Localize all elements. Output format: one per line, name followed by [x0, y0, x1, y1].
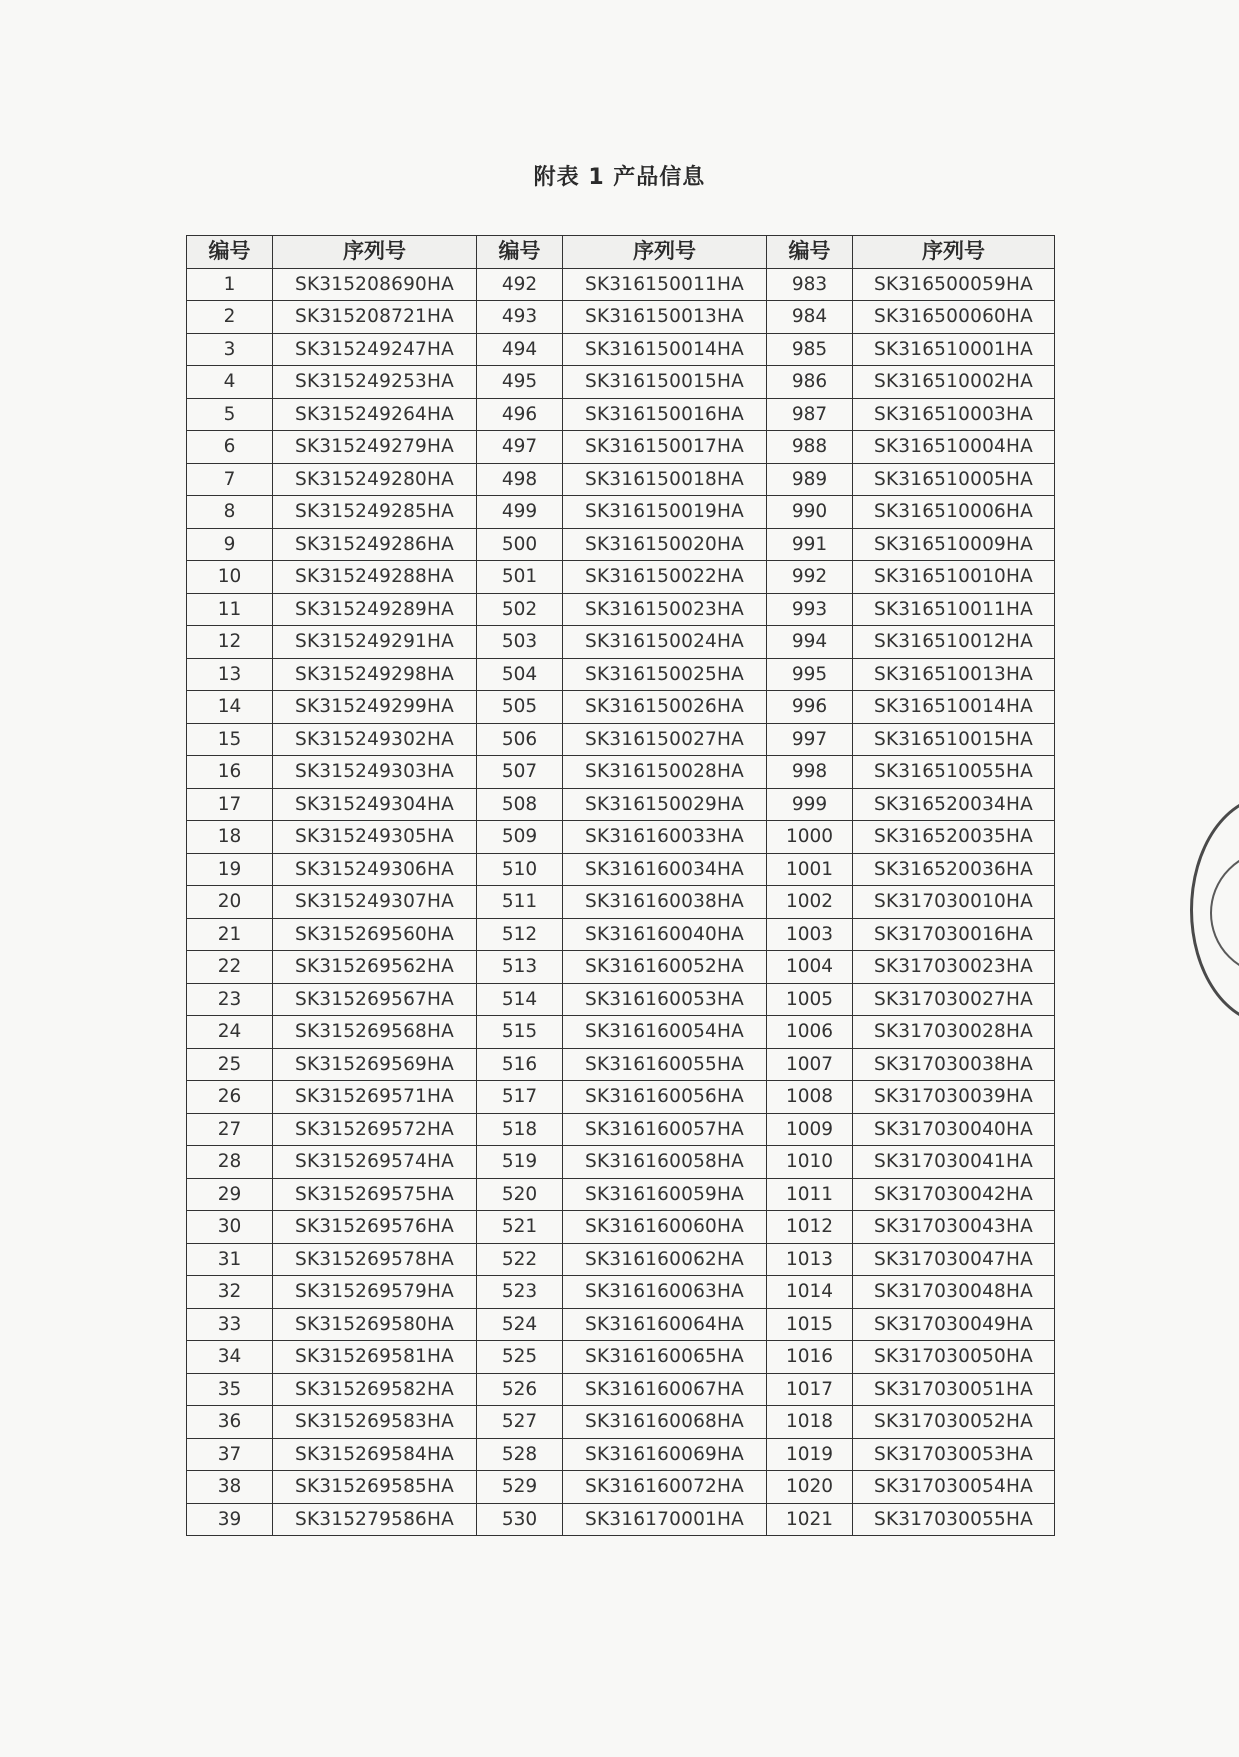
table-row	[187, 951, 1055, 984]
item-number-cell: 39	[187, 1503, 273, 1536]
item-number-cell: 514	[477, 983, 563, 1016]
serial-number-cell: SK315249285HA	[273, 496, 477, 529]
table-row	[187, 1113, 1055, 1146]
item-number-cell: 495	[477, 366, 563, 399]
table-row	[187, 431, 1055, 464]
table-row	[187, 398, 1055, 431]
table-row	[187, 1016, 1055, 1049]
item-number-cell: 499	[477, 496, 563, 529]
item-number-cell: 31	[187, 1243, 273, 1276]
item-number-cell: 1007	[767, 1048, 853, 1081]
header-number: 编号	[477, 236, 563, 269]
item-number-cell: 512	[477, 918, 563, 951]
serial-number-cell: SK316510014HA	[853, 691, 1055, 724]
item-number-cell: 25	[187, 1048, 273, 1081]
item-number-cell: 999	[767, 788, 853, 821]
serial-number-cell: SK315269574HA	[273, 1146, 477, 1179]
header-serial: 序列号	[563, 236, 767, 269]
table-row	[187, 1081, 1055, 1114]
item-number-cell: 983	[767, 268, 853, 301]
serial-number-cell: SK315249264HA	[273, 398, 477, 431]
serial-number-cell: SK316510004HA	[853, 431, 1055, 464]
serial-number-cell: SK316160068HA	[563, 1406, 767, 1439]
item-number-cell: 493	[477, 301, 563, 334]
serial-number-cell: SK316150018HA	[563, 463, 767, 496]
serial-number-cell: SK317030010HA	[853, 886, 1055, 919]
item-number-cell: 510	[477, 853, 563, 886]
serial-number-cell: SK315269562HA	[273, 951, 477, 984]
serial-number-cell: SK316520036HA	[853, 853, 1055, 886]
item-number-cell: 1001	[767, 853, 853, 886]
item-number-cell: 496	[477, 398, 563, 431]
serial-number-cell: SK316160058HA	[563, 1146, 767, 1179]
serial-number-cell: SK317030054HA	[853, 1471, 1055, 1504]
serial-number-cell: SK317030027HA	[853, 983, 1055, 1016]
item-number-cell: 1017	[767, 1373, 853, 1406]
item-number-cell: 985	[767, 333, 853, 366]
serial-number-cell: SK317030041HA	[853, 1146, 1055, 1179]
item-number-cell: 35	[187, 1373, 273, 1406]
item-number-cell: 990	[767, 496, 853, 529]
serial-number-cell: SK315249306HA	[273, 853, 477, 886]
item-number-cell: 1005	[767, 983, 853, 1016]
item-number-cell: 1011	[767, 1178, 853, 1211]
item-number-cell: 2	[187, 301, 273, 334]
table-row	[187, 1048, 1055, 1081]
item-number-cell: 513	[477, 951, 563, 984]
item-number-cell: 5	[187, 398, 273, 431]
serial-number-cell: SK316150026HA	[563, 691, 767, 724]
serial-number-cell: SK315208721HA	[273, 301, 477, 334]
item-number-cell: 6	[187, 431, 273, 464]
table-row	[187, 333, 1055, 366]
serial-number-cell: SK317030055HA	[853, 1503, 1055, 1536]
item-number-cell: 526	[477, 1373, 563, 1406]
item-number-cell: 37	[187, 1438, 273, 1471]
serial-number-cell: SK315249247HA	[273, 333, 477, 366]
item-number-cell: 27	[187, 1113, 273, 1146]
serial-number-cell: SK316150024HA	[563, 626, 767, 659]
item-number-cell: 1013	[767, 1243, 853, 1276]
item-number-cell: 1	[187, 268, 273, 301]
serial-number-cell: SK316500059HA	[853, 268, 1055, 301]
serial-number-cell: SK317030050HA	[853, 1341, 1055, 1374]
serial-number-cell: SK316170001HA	[563, 1503, 767, 1536]
serial-number-cell: SK316160038HA	[563, 886, 767, 919]
serial-number-cell: SK315269567HA	[273, 983, 477, 1016]
serial-number-cell: SK315249286HA	[273, 528, 477, 561]
serial-number-cell: SK316160056HA	[563, 1081, 767, 1114]
serial-number-cell: SK315269571HA	[273, 1081, 477, 1114]
serial-number-cell: SK316160062HA	[563, 1243, 767, 1276]
serial-number-cell: SK316500060HA	[853, 301, 1055, 334]
item-number-cell: 520	[477, 1178, 563, 1211]
table-row	[187, 366, 1055, 399]
serial-number-cell: SK316150013HA	[563, 301, 767, 334]
item-number-cell: 494	[477, 333, 563, 366]
table-row	[187, 756, 1055, 789]
serial-number-cell: SK315269582HA	[273, 1373, 477, 1406]
serial-number-cell: SK316160054HA	[563, 1016, 767, 1049]
serial-number-cell: SK315249303HA	[273, 756, 477, 789]
serial-number-cell: SK316160034HA	[563, 853, 767, 886]
item-number-cell: 1021	[767, 1503, 853, 1536]
serial-number-cell: SK315269576HA	[273, 1211, 477, 1244]
serial-number-cell: SK315269580HA	[273, 1308, 477, 1341]
item-number-cell: 22	[187, 951, 273, 984]
item-number-cell: 10	[187, 561, 273, 594]
table-row	[187, 1243, 1055, 1276]
item-number-cell: 30	[187, 1211, 273, 1244]
serial-number-cell: SK316520035HA	[853, 821, 1055, 854]
item-number-cell: 1006	[767, 1016, 853, 1049]
item-number-cell: 993	[767, 593, 853, 626]
serial-number-cell: SK317030048HA	[853, 1276, 1055, 1309]
serial-number-cell: SK315249291HA	[273, 626, 477, 659]
serial-number-cell: SK317030043HA	[853, 1211, 1055, 1244]
serial-number-cell: SK315269581HA	[273, 1341, 477, 1374]
header-number: 编号	[767, 236, 853, 269]
serial-number-cell: SK315249307HA	[273, 886, 477, 919]
item-number-cell: 497	[477, 431, 563, 464]
item-number-cell: 4	[187, 366, 273, 399]
serial-number-cell: SK317030040HA	[853, 1113, 1055, 1146]
item-number-cell: 506	[477, 723, 563, 756]
serial-number-cell: SK316510013HA	[853, 658, 1055, 691]
item-number-cell: 1000	[767, 821, 853, 854]
table-row	[187, 593, 1055, 626]
serial-number-cell: SK316510055HA	[853, 756, 1055, 789]
item-number-cell: 515	[477, 1016, 563, 1049]
item-number-cell: 11	[187, 593, 273, 626]
serial-number-cell: SK315249253HA	[273, 366, 477, 399]
serial-number-cell: SK315249302HA	[273, 723, 477, 756]
serial-number-cell: SK315249289HA	[273, 593, 477, 626]
item-number-cell: 1012	[767, 1211, 853, 1244]
item-number-cell: 986	[767, 366, 853, 399]
item-number-cell: 994	[767, 626, 853, 659]
serial-number-cell: SK316160069HA	[563, 1438, 767, 1471]
table-row	[187, 1211, 1055, 1244]
item-number-cell: 9	[187, 528, 273, 561]
serial-number-cell: SK317030051HA	[853, 1373, 1055, 1406]
serial-number-cell: SK317030028HA	[853, 1016, 1055, 1049]
serial-number-cell: SK317030042HA	[853, 1178, 1055, 1211]
table-row	[187, 1178, 1055, 1211]
item-number-cell: 19	[187, 853, 273, 886]
table-row	[187, 918, 1055, 951]
serial-number-cell: SK315249279HA	[273, 431, 477, 464]
item-number-cell: 26	[187, 1081, 273, 1114]
item-number-cell: 33	[187, 1308, 273, 1341]
serial-number-cell: SK316160040HA	[563, 918, 767, 951]
serial-number-cell: SK317030038HA	[853, 1048, 1055, 1081]
company-seal	[1190, 795, 1239, 1025]
item-number-cell: 8	[187, 496, 273, 529]
item-number-cell: 518	[477, 1113, 563, 1146]
item-number-cell: 1015	[767, 1308, 853, 1341]
seal-graphic	[1193, 798, 1239, 1028]
item-number-cell: 1009	[767, 1113, 853, 1146]
item-number-cell: 1018	[767, 1406, 853, 1439]
item-number-cell: 519	[477, 1146, 563, 1179]
item-number-cell: 998	[767, 756, 853, 789]
serial-number-cell: SK317030052HA	[853, 1406, 1055, 1439]
serial-number-cell: SK316150020HA	[563, 528, 767, 561]
item-number-cell: 29	[187, 1178, 273, 1211]
item-number-cell: 521	[477, 1211, 563, 1244]
table-row	[187, 691, 1055, 724]
item-number-cell: 528	[477, 1438, 563, 1471]
header-serial: 序列号	[273, 236, 477, 269]
item-number-cell: 492	[477, 268, 563, 301]
serial-number-cell: SK316150019HA	[563, 496, 767, 529]
serial-number-cell: SK316150022HA	[563, 561, 767, 594]
serial-number-cell: SK315269583HA	[273, 1406, 477, 1439]
serial-number-cell: SK315269579HA	[273, 1276, 477, 1309]
serial-number-cell: SK316510009HA	[853, 528, 1055, 561]
item-number-cell: 1008	[767, 1081, 853, 1114]
item-number-cell: 504	[477, 658, 563, 691]
item-number-cell: 516	[477, 1048, 563, 1081]
serial-number-cell: SK316510015HA	[853, 723, 1055, 756]
item-number-cell: 517	[477, 1081, 563, 1114]
item-number-cell: 13	[187, 658, 273, 691]
item-number-cell: 7	[187, 463, 273, 496]
item-number-cell: 987	[767, 398, 853, 431]
table-row	[187, 886, 1055, 919]
item-number-cell: 529	[477, 1471, 563, 1504]
table-row	[187, 1503, 1055, 1536]
serial-number-cell: SK316160067HA	[563, 1373, 767, 1406]
serial-number-cell: SK317030016HA	[853, 918, 1055, 951]
table-row	[187, 788, 1055, 821]
serial-number-cell: SK316510002HA	[853, 366, 1055, 399]
table-row	[187, 268, 1055, 301]
item-number-cell: 511	[477, 886, 563, 919]
table-row	[187, 658, 1055, 691]
serial-number-cell: SK315249280HA	[273, 463, 477, 496]
item-number-cell: 996	[767, 691, 853, 724]
table-row	[187, 463, 1055, 496]
table-row	[187, 853, 1055, 886]
item-number-cell: 988	[767, 431, 853, 464]
item-number-cell: 500	[477, 528, 563, 561]
item-number-cell: 530	[477, 1503, 563, 1536]
serial-number-cell: SK315249298HA	[273, 658, 477, 691]
serial-number-cell: SK317030047HA	[853, 1243, 1055, 1276]
table-row	[187, 301, 1055, 334]
item-number-cell: 525	[477, 1341, 563, 1374]
serial-number-cell: SK315208690HA	[273, 268, 477, 301]
serial-number-cell: SK316160052HA	[563, 951, 767, 984]
item-number-cell: 527	[477, 1406, 563, 1439]
serial-number-cell: SK315269585HA	[273, 1471, 477, 1504]
serial-number-cell: SK316160055HA	[563, 1048, 767, 1081]
table-header-row	[187, 236, 1055, 269]
serial-number-cell: SK315269568HA	[273, 1016, 477, 1049]
serial-number-cell: SK316160059HA	[563, 1178, 767, 1211]
serial-number-cell: SK315249305HA	[273, 821, 477, 854]
table-row	[187, 496, 1055, 529]
item-number-cell: 38	[187, 1471, 273, 1504]
table-row	[187, 1341, 1055, 1374]
table-row	[187, 1471, 1055, 1504]
serial-number-cell: SK316150027HA	[563, 723, 767, 756]
item-number-cell: 34	[187, 1341, 273, 1374]
serial-number-cell: SK317030039HA	[853, 1081, 1055, 1114]
serial-number-cell: SK316150029HA	[563, 788, 767, 821]
item-number-cell: 995	[767, 658, 853, 691]
serial-number-cell: SK316160064HA	[563, 1308, 767, 1341]
item-number-cell: 18	[187, 821, 273, 854]
serial-number-cell: SK315249299HA	[273, 691, 477, 724]
serial-number-cell: SK316150016HA	[563, 398, 767, 431]
table-row	[187, 723, 1055, 756]
item-number-cell: 14	[187, 691, 273, 724]
item-number-cell: 3	[187, 333, 273, 366]
item-number-cell: 36	[187, 1406, 273, 1439]
item-number-cell: 522	[477, 1243, 563, 1276]
serial-number-cell: SK316150028HA	[563, 756, 767, 789]
serial-number-cell: SK316150025HA	[563, 658, 767, 691]
serial-number-cell: SK316510011HA	[853, 593, 1055, 626]
product-info-table	[186, 235, 1055, 1536]
serial-number-cell: SK315269584HA	[273, 1438, 477, 1471]
item-number-cell: 1019	[767, 1438, 853, 1471]
serial-number-cell: SK316150014HA	[563, 333, 767, 366]
item-number-cell: 509	[477, 821, 563, 854]
serial-number-cell: SK317030023HA	[853, 951, 1055, 984]
table-row	[187, 1438, 1055, 1471]
table-row	[187, 821, 1055, 854]
table-body	[187, 268, 1055, 1536]
serial-number-cell: SK315279586HA	[273, 1503, 477, 1536]
item-number-cell: 1020	[767, 1471, 853, 1504]
serial-number-cell: SK316150011HA	[563, 268, 767, 301]
serial-number-cell: SK316160072HA	[563, 1471, 767, 1504]
serial-number-cell: SK316510005HA	[853, 463, 1055, 496]
serial-number-cell: SK315269569HA	[273, 1048, 477, 1081]
serial-number-cell: SK315269560HA	[273, 918, 477, 951]
item-number-cell: 15	[187, 723, 273, 756]
serial-number-cell: SK316510001HA	[853, 333, 1055, 366]
item-number-cell: 23	[187, 983, 273, 1016]
item-number-cell: 503	[477, 626, 563, 659]
table-row	[187, 983, 1055, 1016]
item-number-cell: 997	[767, 723, 853, 756]
serial-number-cell: SK316160057HA	[563, 1113, 767, 1146]
item-number-cell: 523	[477, 1276, 563, 1309]
item-number-cell: 21	[187, 918, 273, 951]
serial-number-cell: SK316160033HA	[563, 821, 767, 854]
item-number-cell: 1010	[767, 1146, 853, 1179]
serial-number-cell: SK316160065HA	[563, 1341, 767, 1374]
item-number-cell: 508	[477, 788, 563, 821]
table-row	[187, 1276, 1055, 1309]
serial-number-cell: SK316510010HA	[853, 561, 1055, 594]
item-number-cell: 1004	[767, 951, 853, 984]
item-number-cell: 20	[187, 886, 273, 919]
serial-number-cell: SK316510012HA	[853, 626, 1055, 659]
item-number-cell: 991	[767, 528, 853, 561]
item-number-cell: 524	[477, 1308, 563, 1341]
item-number-cell: 1016	[767, 1341, 853, 1374]
table-row	[187, 1373, 1055, 1406]
item-number-cell: 16	[187, 756, 273, 789]
table-row	[187, 528, 1055, 561]
header-serial: 序列号	[853, 236, 1055, 269]
serial-number-cell: SK316160060HA	[563, 1211, 767, 1244]
serial-number-cell: SK316150015HA	[563, 366, 767, 399]
item-number-cell: 502	[477, 593, 563, 626]
item-number-cell: 498	[477, 463, 563, 496]
serial-number-cell: SK317030053HA	[853, 1438, 1055, 1471]
serial-number-cell: SK316150023HA	[563, 593, 767, 626]
item-number-cell: 992	[767, 561, 853, 594]
item-number-cell: 12	[187, 626, 273, 659]
table-row	[187, 561, 1055, 594]
serial-number-cell: SK315249288HA	[273, 561, 477, 594]
item-number-cell: 984	[767, 301, 853, 334]
item-number-cell: 1014	[767, 1276, 853, 1309]
serial-number-cell: SK315269578HA	[273, 1243, 477, 1276]
serial-number-cell: SK315269575HA	[273, 1178, 477, 1211]
serial-number-cell: SK316520034HA	[853, 788, 1055, 821]
item-number-cell: 505	[477, 691, 563, 724]
table-row	[187, 1146, 1055, 1179]
item-number-cell: 1002	[767, 886, 853, 919]
serial-number-cell: SK316510003HA	[853, 398, 1055, 431]
page-title: 附表 1 产品信息	[533, 165, 706, 190]
serial-number-cell: SK316510006HA	[853, 496, 1055, 529]
item-number-cell: 28	[187, 1146, 273, 1179]
item-number-cell: 1003	[767, 918, 853, 951]
item-number-cell: 24	[187, 1016, 273, 1049]
serial-number-cell: SK317030049HA	[853, 1308, 1055, 1341]
serial-number-cell: SK316160063HA	[563, 1276, 767, 1309]
serial-number-cell: SK316160053HA	[563, 983, 767, 1016]
serial-number-cell: SK315269572HA	[273, 1113, 477, 1146]
item-number-cell: 32	[187, 1276, 273, 1309]
table-row	[187, 1406, 1055, 1439]
item-number-cell: 501	[477, 561, 563, 594]
table-row	[187, 1308, 1055, 1341]
header-number: 编号	[187, 236, 273, 269]
table-row	[187, 626, 1055, 659]
item-number-cell: 17	[187, 788, 273, 821]
serial-number-cell: SK316150017HA	[563, 431, 767, 464]
item-number-cell: 989	[767, 463, 853, 496]
item-number-cell: 507	[477, 756, 563, 789]
serial-number-cell: SK315249304HA	[273, 788, 477, 821]
